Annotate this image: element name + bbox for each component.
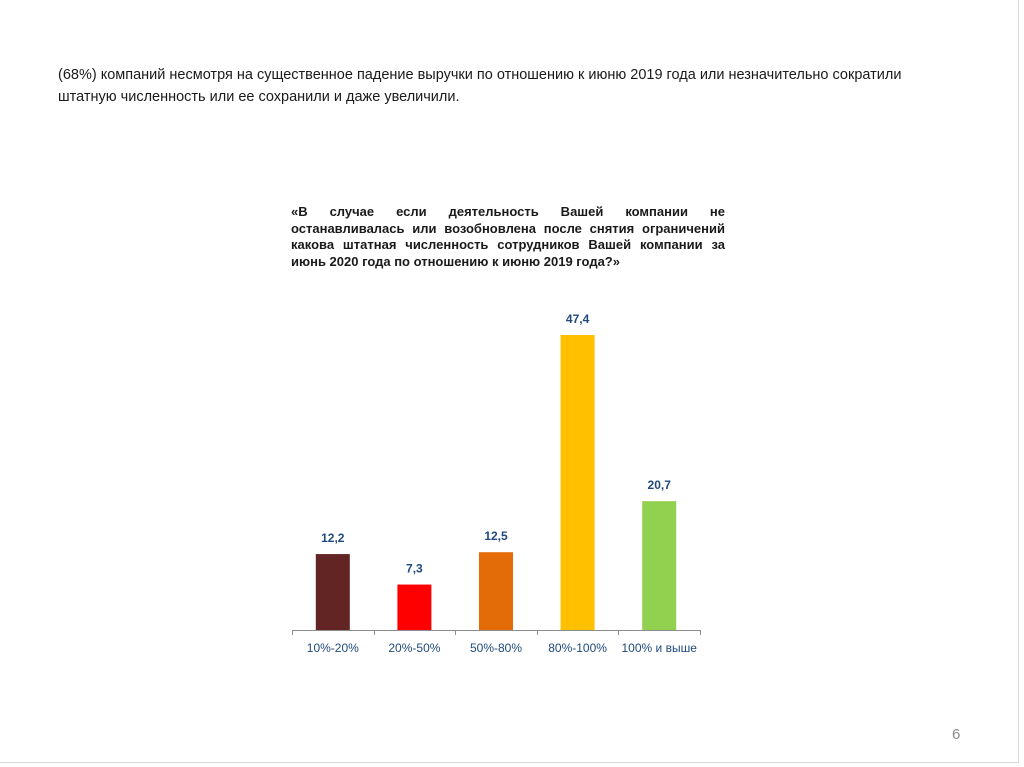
data-label: 12,5 bbox=[484, 529, 508, 544]
data-label: 12,2 bbox=[321, 531, 345, 546]
x-tick-label: 50%-80% bbox=[469, 641, 523, 655]
chart-title: «В случае если деятельность Вашей компании не останавливалась или возобновлена после снятия ограничений какова штатная численность сотрудников Вашей компании за июнь 2020 года по отношению к июню 2019 года?» bbox=[291, 204, 725, 269]
bar-1 bbox=[316, 554, 350, 630]
bar-5 bbox=[642, 501, 676, 630]
data-label: 47,4 bbox=[565, 312, 590, 326]
x-tick-label: 10%-20% bbox=[306, 641, 359, 655]
data-label: 7,3 bbox=[406, 561, 423, 576]
x-tick-label: 100% и выше bbox=[621, 641, 697, 655]
bar-2 bbox=[397, 585, 431, 630]
bar-3 bbox=[479, 552, 513, 630]
x-tick-label: 80%-100% bbox=[548, 641, 607, 655]
x-tick-label: 20%-50% bbox=[388, 641, 441, 655]
page-number: 6 bbox=[952, 726, 961, 743]
bar-4 bbox=[561, 335, 595, 630]
slide-headline: (68%) компаний несмотря на существенное падение выручки по отношению к июню 2019 года или незначительно сократили штатную численность или ее сохранили и даже увеличили. bbox=[58, 67, 902, 105]
data-label: 20,7 bbox=[647, 478, 671, 493]
